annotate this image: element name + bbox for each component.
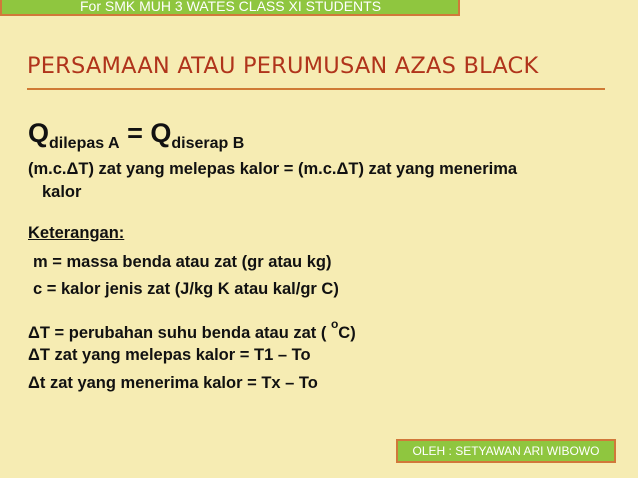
title-divider — [27, 88, 605, 90]
eq-sub-dilepas: dilepas A — [49, 135, 120, 152]
keterangan-heading: Keterangan: — [28, 224, 125, 242]
eq-q1: Q — [28, 118, 50, 148]
delta-t-definition — [28, 317, 356, 343]
eq-sub-diserap: diserap B — [171, 135, 245, 152]
delta-t-text: perubahan suhu benda atau zat ( — [68, 324, 331, 342]
author-credit: OLEH : SETYAWAN ARI WIBOWO — [412, 444, 600, 458]
eq-equals-q: = Q — [119, 118, 172, 148]
main-equation — [28, 118, 244, 153]
specific-heat-definition: c = kalor jenis zat (J/kg K atau kal/gr C) — [33, 280, 339, 298]
slide-title: PERSAMAAN ATAU PERUMUSAN AZAS BLACK — [27, 53, 539, 79]
delta-t-release: ΔT zat yang melepas kalor = T1 – To — [28, 346, 311, 364]
top-banner — [0, 0, 460, 16]
banner-text: For SMK MUH 3 WATES CLASS XI STUDENTS — [80, 0, 382, 14]
author-credit-box — [396, 439, 616, 463]
formula-line-2: kalor — [42, 183, 82, 201]
mass-definition: m = massa benda atau zat (gr atau kg) — [33, 253, 332, 271]
delta-t-receive: Δt zat yang menerima kalor = Tx – To — [28, 374, 318, 392]
formula-line-1: (m.c.ΔT) zat yang melepas kalor = (m.c.ΔT) zat yang menerima — [28, 160, 518, 178]
delta-t-label: ΔT = — [28, 324, 69, 342]
degree-symbol: o — [330, 317, 339, 331]
delta-t-unit: C) — [338, 324, 356, 342]
